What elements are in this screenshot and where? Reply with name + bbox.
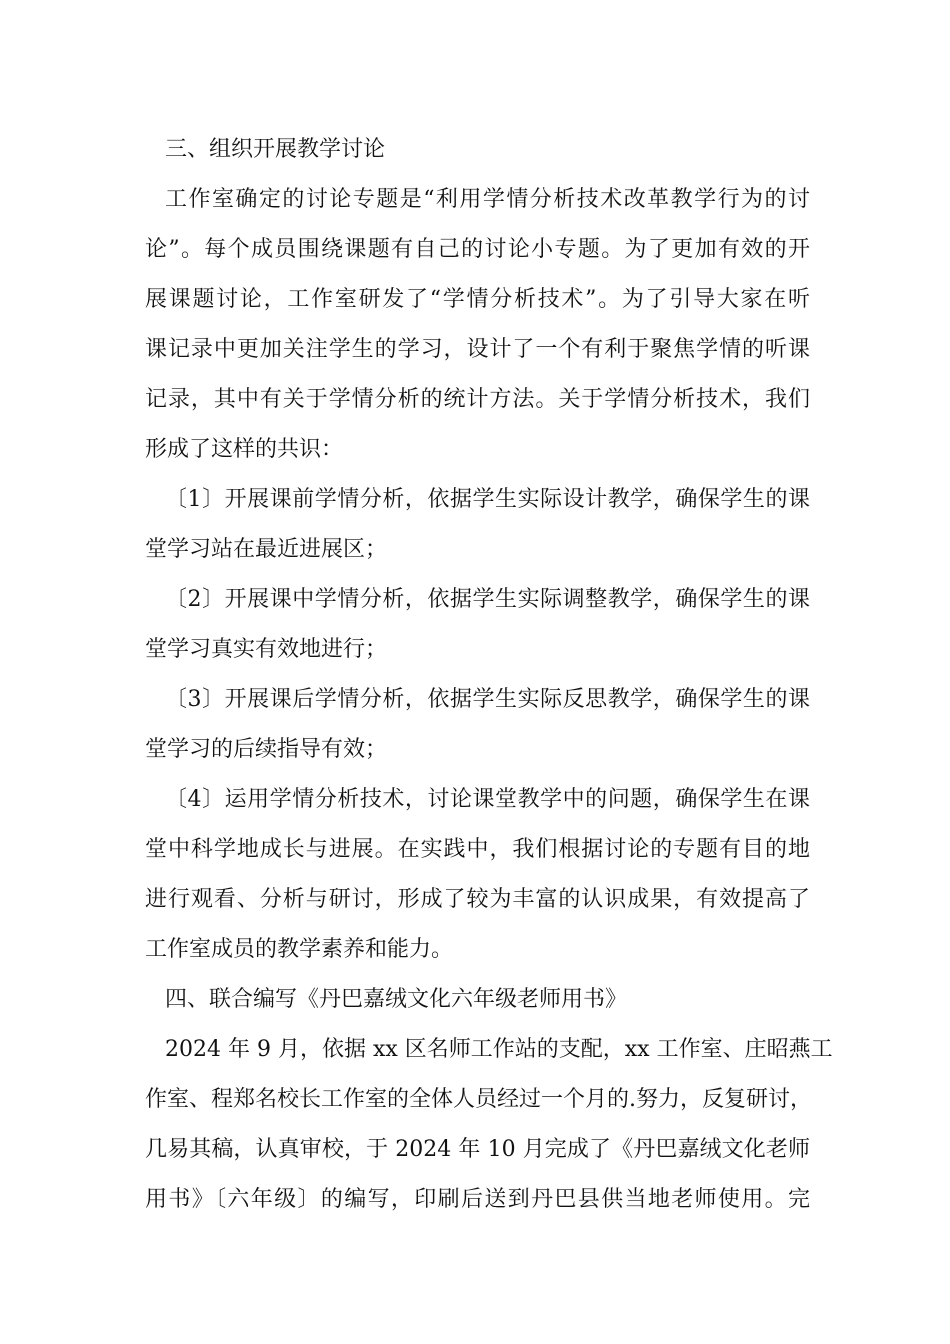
paragraph-line: 几易其稿，认真审校，于 2024 年 10 月完成了《丹巴嘉绒文化老师	[145, 1137, 810, 1162]
list-item-line: 〔2〕开展课中学情分析，依据学生实际调整教学，确保学生的课	[165, 587, 810, 612]
paragraph-line: 展课题讨论，工作室研发了“学情分析技术”。为了引导大家在听	[145, 287, 810, 312]
list-item-line: 堂学习站在最近进展区；	[145, 537, 388, 562]
list-item-line: 〔4〕运用学情分析技术，讨论课堂教学中的问题，确保学生在课	[165, 787, 810, 812]
paragraph-line: 作室、程郑名校长工作室的全体人员经过一个月的.努力，反复研讨，	[145, 1087, 812, 1112]
paragraph-line: 记录，其中有关于学情分析的统计方法。关于学情分析技术，我们	[145, 387, 810, 412]
paragraph-line: 堂中科学地成长与进展。在实践中，我们根据讨论的专题有目的地	[145, 837, 810, 862]
section-heading-3: 三、组织开展教学讨论	[165, 137, 386, 162]
paragraph-line: 课记录中更加关注学生的学习，设计了一个有利于聚焦学情的听课	[145, 337, 810, 362]
paragraph-line: 工作室成员的教学素养和能力。	[145, 937, 454, 962]
paragraph-line: 形成了这样的共识：	[145, 437, 344, 462]
list-item-line: 堂学习的后续指导有效；	[145, 737, 388, 762]
list-item-line: 〔3〕开展课后学情分析，依据学生实际反思教学，确保学生的课	[165, 687, 810, 712]
section-heading-4: 四、联合编写《丹巴嘉绒文化六年级老师用书》	[165, 987, 628, 1012]
list-item-line: 堂学习真实有效地进行；	[145, 637, 388, 662]
paragraph-line: 工作室确定的讨论专题是“利用学情分析技术改革教学行为的讨	[165, 187, 810, 212]
paragraph-line: 2024 年 9 月，依据 xx 区名师工作站的支配，xx 工作室、庄昭燕工	[165, 1037, 833, 1062]
paragraph-line: 进行观看、分析与研讨，形成了较为丰富的认识成果，有效提高了	[145, 887, 810, 912]
paragraph-line: 用书》〔六年级〕的编写，印刷后送到丹巴县供当地老师使用。完	[145, 1187, 810, 1212]
list-item-line: 〔1〕开展课前学情分析，依据学生实际设计教学，确保学生的课	[165, 487, 810, 512]
paragraph-line: 论”。每个成员围绕课题有自己的讨论小专题。为了更加有效的开	[145, 237, 810, 262]
